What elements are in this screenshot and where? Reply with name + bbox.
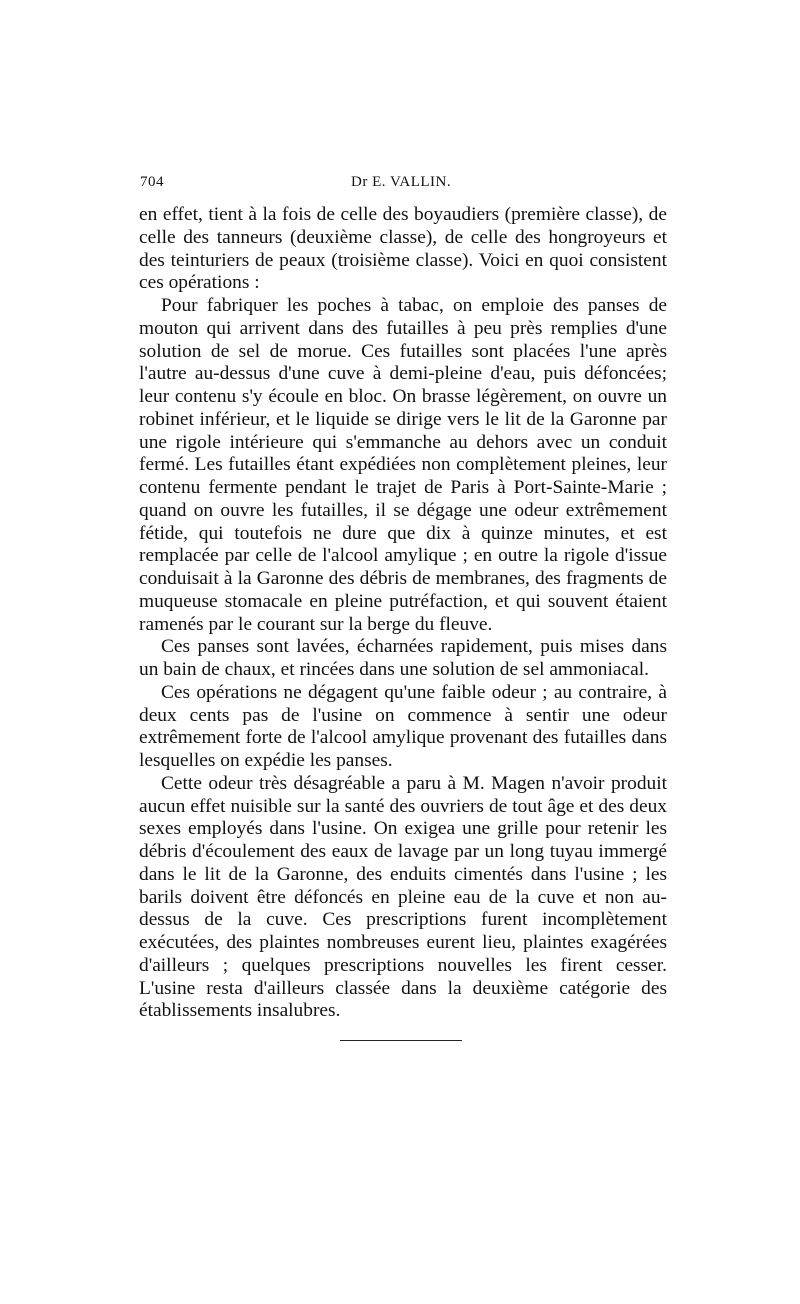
paragraph: Pour fabriquer les poches à tabac, on emploie des panses de mouton qui arrivent dans des futailles à peu près remplies d'une solution de sel de morue. Ces futailles sont placées l'une après l'autre au-dessus d'une cuve à demi-pleine d'eau, puis défoncées; leur contenu s'y écoule en bloc. On brasse légèrement, on ouvre un robinet inférieur, et le liquide se dirige vers le lit de la Garonne par une rigole intérieure qui s'emmanche au dehors avec un conduit fermé. Les futailles étant expédiées non complètement pleines, leur contenu fermente pendant le trajet de Paris à Port-Sainte-Marie ; quand on ouvre les futailles, il se dégage une odeur extrêmement fétide, qui toutefois ne dure que dix à quinze minutes, et est remplacée par celle de l'alcool amylique ; en outre la rigole d'issue conduisait à la Garonne des débris de membranes, des fragments de muqueuse stomacale en pleine putréfaction, et qui souvent étaient ramenés par le courant sur la berge du fleuve.: [139, 295, 667, 635]
book-page: [139, 174, 667, 1041]
paragraph: Ces opérations ne dégagent qu'une faible odeur ; au contraire, à deux cents pas de l'usine on commence à sentir une odeur extrêmement forte de l'alcool amylique provenant des futailles dans lesquelles on expédie les panses.: [139, 681, 667, 771]
paragraph: Ces panses sont lavées, écharnées rapidement, puis mises dans un bain de chaux, et rincées dans une solution de sel ammoniacal.: [139, 636, 667, 680]
body-text: [139, 204, 667, 1023]
section-end-rule: [340, 1040, 462, 1041]
running-head: [139, 174, 667, 196]
running-head-author: Dr E. VALLIN.: [351, 174, 452, 190]
paragraph: en effet, tient à la fois de celle des boyaudiers (première classe), de celle des tanneurs (deuxième classe), de celle des hongroyeurs et des teinturiers de peaux (troisième classe). Voici en quoi consistent ces opérations :: [139, 204, 667, 294]
page-number: 704: [140, 174, 164, 190]
paragraph: Cette odeur très désagréable a paru à M. Magen n'avoir produit aucun effet nuisible sur la santé des ouvriers de tout âge et des deux sexes employés dans l'usine. On exigea une grille pour retenir les débris d'écoulement des eaux de lavage par un long tuyau immergé dans le lit de la Garonne, des enduits cimentés dans l'usine ; les barils doivent être défoncés en pleine eau de la cuve et non au-dessus de la cuve. Ces prescriptions furent incomplètement exécutées, des plaintes nombreuses eurent lieu, plaintes exagérées d'ailleurs ; quelques prescriptions nouvelles les firent cesser. L'usine resta d'ailleurs classée dans la deuxième catégorie des établissements insalubres.: [139, 772, 667, 1022]
